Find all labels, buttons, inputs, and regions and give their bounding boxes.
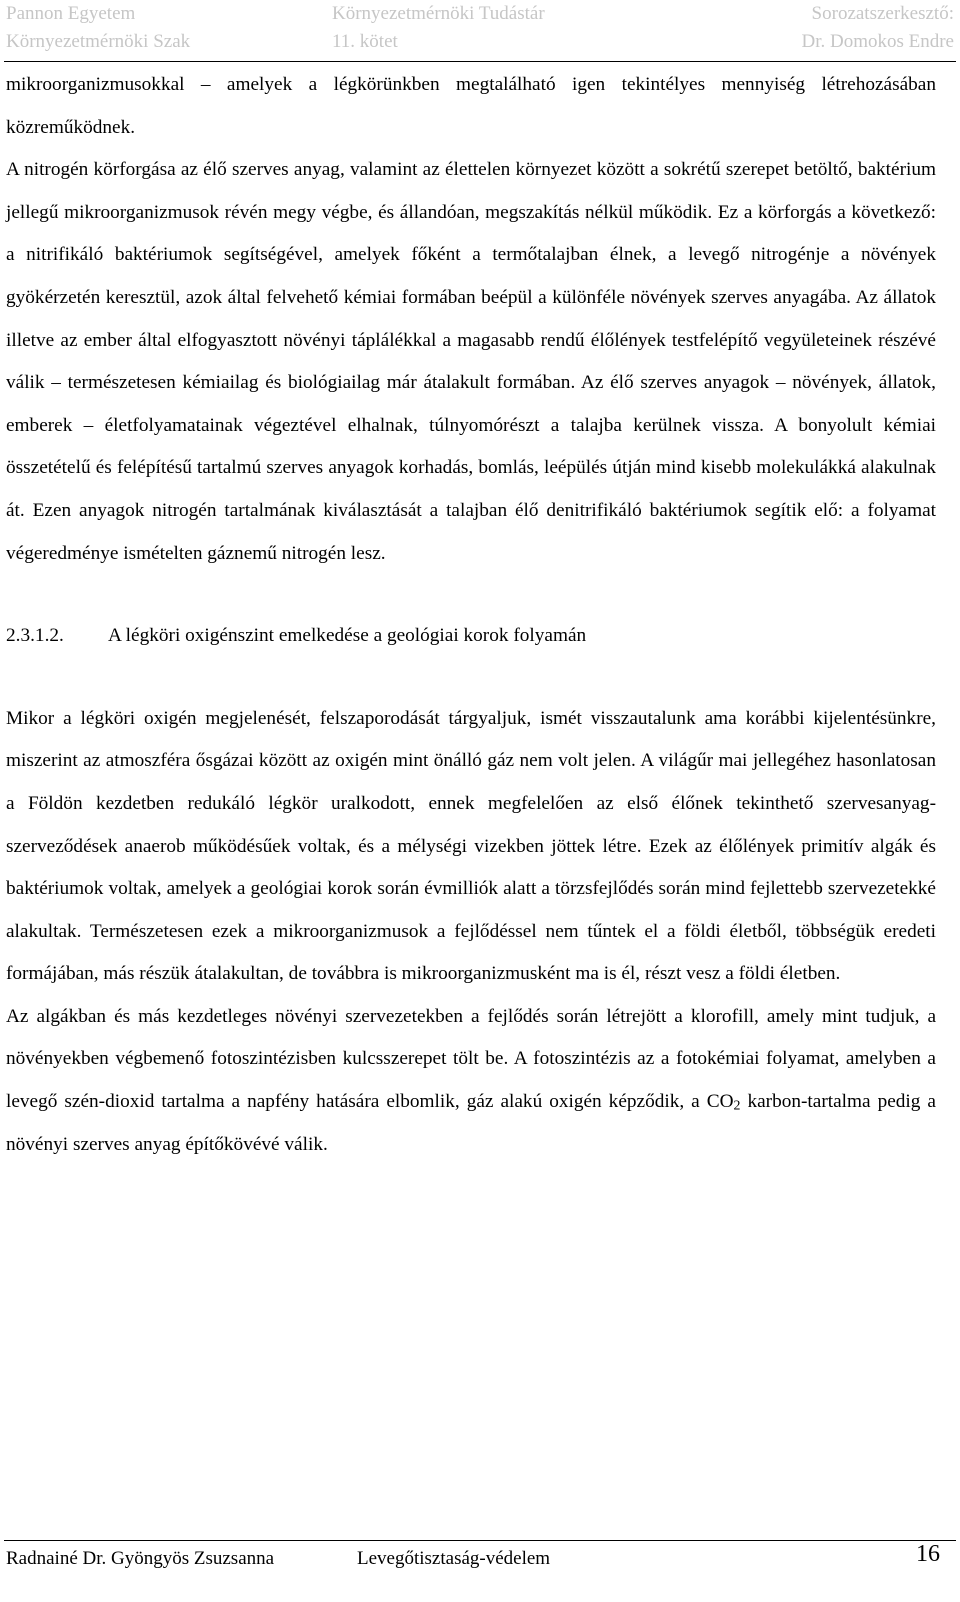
section-heading bbox=[6, 615, 936, 658]
header-series bbox=[332, 0, 545, 56]
header-institution bbox=[6, 0, 190, 56]
heading-spacer-top bbox=[6, 575, 936, 615]
paragraph-2: A nitrogén körforgása az élő szerves anyag, valamint az élettelen környezet között a sokrétű szerepet betöltő, baktérium jellegű mikroorganizmusok révén megy végbe, és állandóan, megszakítás nélkül működik. Ez a körforgás a következő: a nitrifikáló baktériumok segítségével, amelyek főként a termőtalajban élnek, a levegő nitrogénje a növények gyökérzetén keresztül, azok által felvehető kémiai formában beépül a különféle növények szerves anyagába. Az állatok illetve az ember által elfogyasztott növényi táplálékkal a magasabb rendű élőlények testfelépítő vegyületeinek részévé válik – természetesen kémiailag és biológiailag már átalakult formában. Az élő szerves anyagok – növények, állatok, emberek – életfolyamatainak végeztével elhalnak, túlnyomórészt a talajba kerülnek vissza. A bonyolult kémiai összetételű és felépítésű tartalmú szerves anyagok korhadás, bomlás, leépülés útján mind kisebb molekulákká alakulnak át. Ezen anyagok nitrogén tartalmának kiválasztását a talajban élő denitrifikáló baktériumok segítik elő: a folyamat végeredménye ismételten gáznemű nitrogén lesz. bbox=[6, 159, 936, 564]
paragraph-1: mikroorganizmusokkal – amelyek a légkörünkben megtalálható igen tekintélyes mennyiség létrehozásában közreműködnek. bbox=[6, 74, 936, 138]
header-university: Pannon Egyetem bbox=[6, 3, 136, 24]
header-series-title: Környezetmérnöki Tudástár bbox=[332, 3, 545, 24]
header-editor bbox=[801, 0, 954, 56]
header-divider bbox=[4, 61, 956, 62]
co2-subscript: 2 bbox=[733, 1098, 741, 1114]
footer-title: Levegőtisztaság-védelem bbox=[357, 1548, 551, 1569]
page-footer bbox=[4, 1540, 956, 1602]
header-editor-name: Dr. Domokos Endre bbox=[801, 31, 954, 52]
paragraph-4 bbox=[6, 996, 936, 1166]
heading-spacer-bottom bbox=[6, 658, 936, 698]
paragraph-4-text-a: Az algákban és más kezdetleges növényi szervezetekben a fejlődés során létrejött a klorofill, amely mint tudjuk, a növényekben végbemenő fotoszintézisben kulcsszerepet tölt be. A fotoszintézis az a fotokémiai folyamat, amelyben a levegő szén-dioxid tartalma a napfény hatására elbomlik, gáz alakú oxigén képződik, a CO bbox=[6, 1005, 936, 1113]
header-editor-label: Sorozatszerkesztő: bbox=[811, 3, 954, 24]
header-volume: 11. kötet bbox=[332, 31, 398, 52]
page-header bbox=[0, 0, 960, 64]
document-body bbox=[6, 64, 936, 1166]
section-title: A légköri oxigénszint emelkedése a geológiai korok folyamán bbox=[108, 625, 587, 647]
header-faculty: Környezetmérnöki Szak bbox=[6, 31, 191, 52]
paragraph-3: Mikor a légköri oxigén megjelenését, felszaporodását tárgyaljuk, ismét visszautalunk ama korábbi kijelentésünkre, miszerint az atmoszféra ősgázai között az oxigén mint önálló gáz nem volt jelen. A világűr mai jellegéhez hasonlatosan a Földön kezdetben redukáló légkör uralkodott, ennek megfelelően az első élőnek tekinthető szervesanyag-szerveződések anaerob működésűek voltak, és a mélységi vizekben jöttek létre. Ezek az élőlények primitív algák és baktériumok voltak, amelyek a geológiai korok során évmilliók alatt a törzsfejlődés során mind fejlettebb szervezetekké alakultak. Természetesen ezek a mikroorganizmusok a fejlődéssel nem tűntek el a földi életből, többségük eredeti formájában, más részük átalakultan, de továbbra is mikroorganizmusként ma is él, részt vesz a földi életben. bbox=[6, 707, 936, 985]
footer-author: Radnainé Dr. Gyöngyös Zsuzsanna bbox=[6, 1548, 275, 1569]
page-number: 16 bbox=[916, 1541, 940, 1567]
section-number: 2.3.1.2. bbox=[6, 625, 64, 647]
paragraph-4-text-b: karbon-tartalma pedig a növényi szerves anyag építőkövévé válik. bbox=[6, 1091, 936, 1155]
